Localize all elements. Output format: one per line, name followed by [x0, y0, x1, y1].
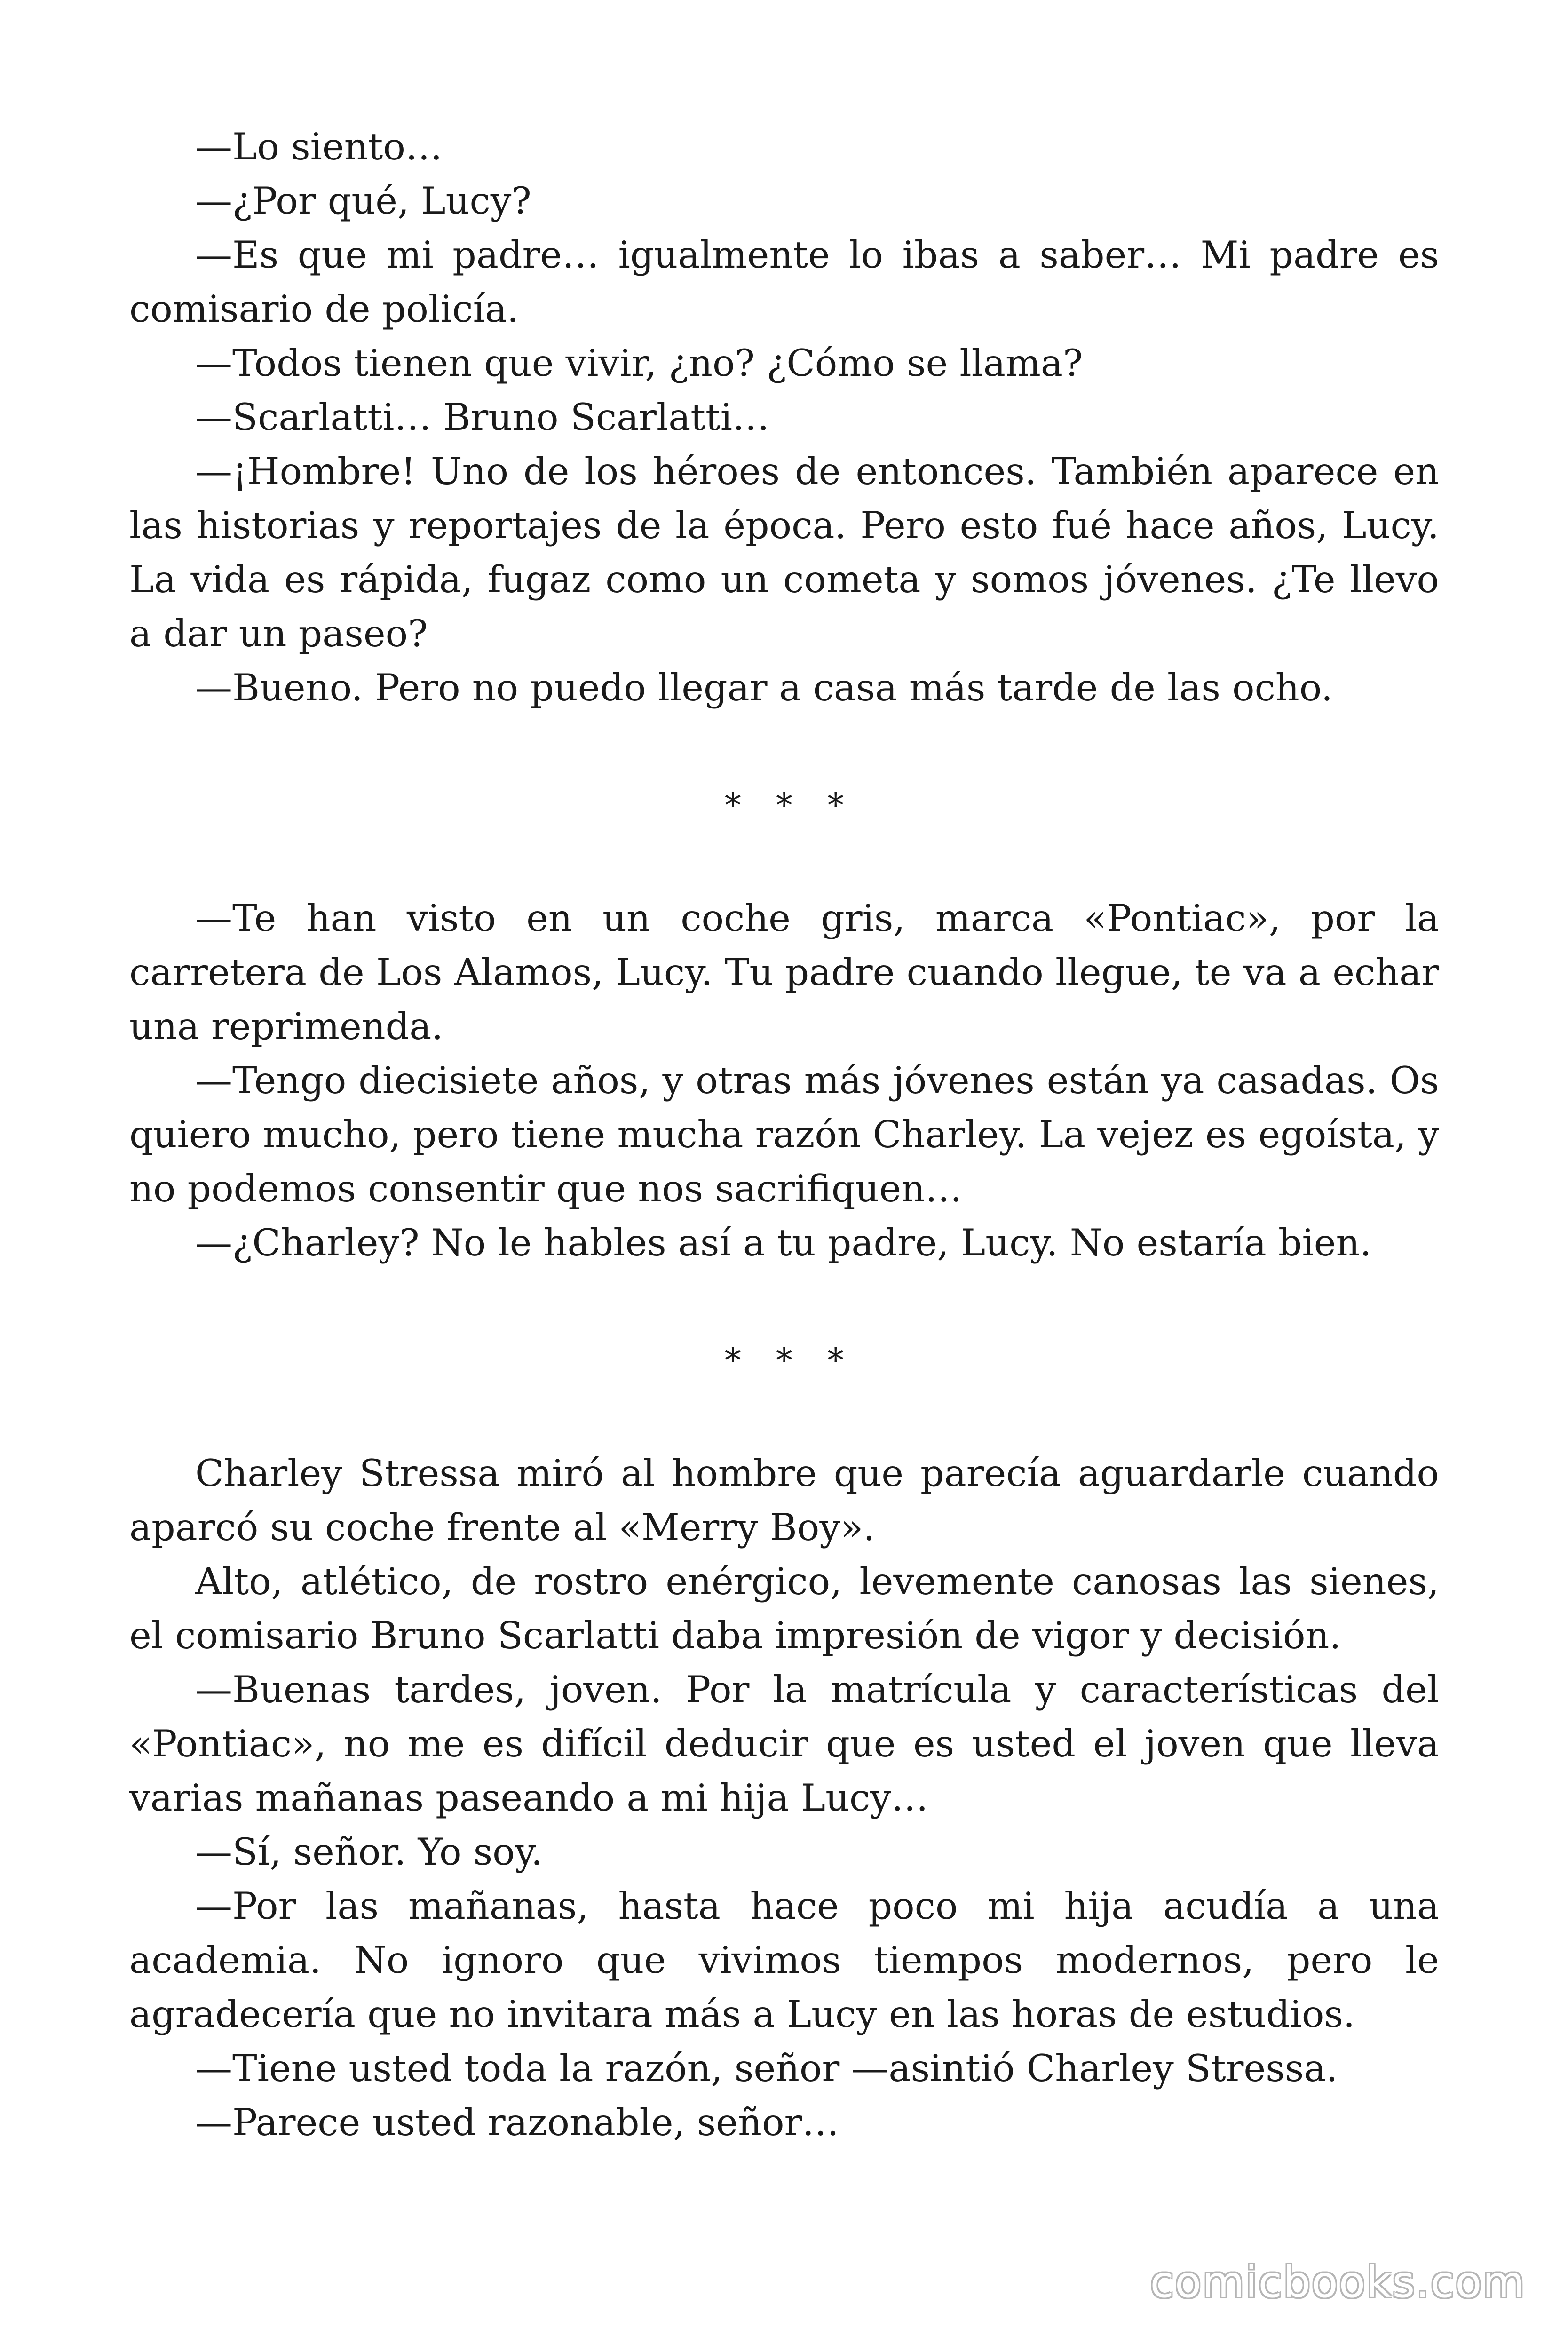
paragraph: —Por las mañanas, hasta hace poco mi hija acudía a una academia. No ignoro que vivimos tiempos modernos, pero le agradecería que no invitara más a Lucy en las horas de estudios. [129, 1884, 1439, 2036]
paragraph: —Tengo diecisiete años, y otras más jóvenes están ya casadas. Os quiero mucho, pero tiene mucha razón Charley. La vejez es egoísta, y no podemos consentir que nos sacrifiquen… [129, 1059, 1439, 1210]
paragraph: —Sí, señor. Yo soy. [195, 1830, 543, 1874]
watermark-logo: comicbooks.com [1150, 2257, 1526, 2307]
text-section-3 [129, 1446, 1439, 2150]
text-section-2 [129, 891, 1439, 1270]
paragraph: —Es que mi padre… igualmente lo ibas a saber… Mi padre es comisario de policía. [129, 233, 1439, 331]
paragraph: —Scarlatti… Bruno Scarlatti… [195, 396, 770, 439]
text-section-1 [129, 120, 1439, 715]
paragraph: —Tiene usted toda la razón, señor —asintió Charley Stressa. [195, 2047, 1338, 2090]
paragraph: —¡Hombre! Uno de los héroes de entonces. También aparece en las historias y reportajes de la época. Pero esto fué hace años, Lucy. La vida es rápida, fugaz como un cometa y somos jóvenes. ¿Te llevo a dar un paseo? [129, 450, 1439, 655]
paragraph: —Te han visto en un coche gris, marca «Pontiac», por la carretera de Los Alamos, Lucy. Tu padre cuando llegue, te va a echar una reprimenda. [129, 897, 1439, 1048]
paragraph: Alto, atlético, de rostro enérgico, levemente canosas las sienes, el comisario Bruno Scarlatti daba impresión de vigor y decisión. [129, 1560, 1439, 1657]
paragraph: —¿Charley? No le hables así a tu padre, Lucy. No estaría bien. [195, 1221, 1372, 1264]
paragraph: —Lo siento… [195, 125, 443, 168]
paragraph: —Parece usted razonable, señor… [195, 2101, 839, 2144]
scene-separator: * * * [724, 1341, 856, 1380]
paragraph: —Buenas tardes, joven. Por la matrícula y características del «Pontiac», no me es difícil deducir que es usted el joven que lleva varias mañanas paseando a mi hija Lucy… [129, 1668, 1439, 1820]
paragraph: —Bueno. Pero no puedo llegar a casa más tarde de las ocho. [195, 666, 1333, 709]
scene-separator: * * * [724, 786, 856, 825]
paragraph: —¿Por qué, Lucy? [195, 179, 531, 222]
book-page [129, 120, 1439, 2150]
paragraph: —Todos tienen que vivir, ¿no? ¿Cómo se llama? [195, 342, 1083, 385]
paragraph: Charley Stressa miró al hombre que parecía aguardarle cuando aparcó su coche frente al «Merry Boy». [129, 1452, 1439, 1549]
